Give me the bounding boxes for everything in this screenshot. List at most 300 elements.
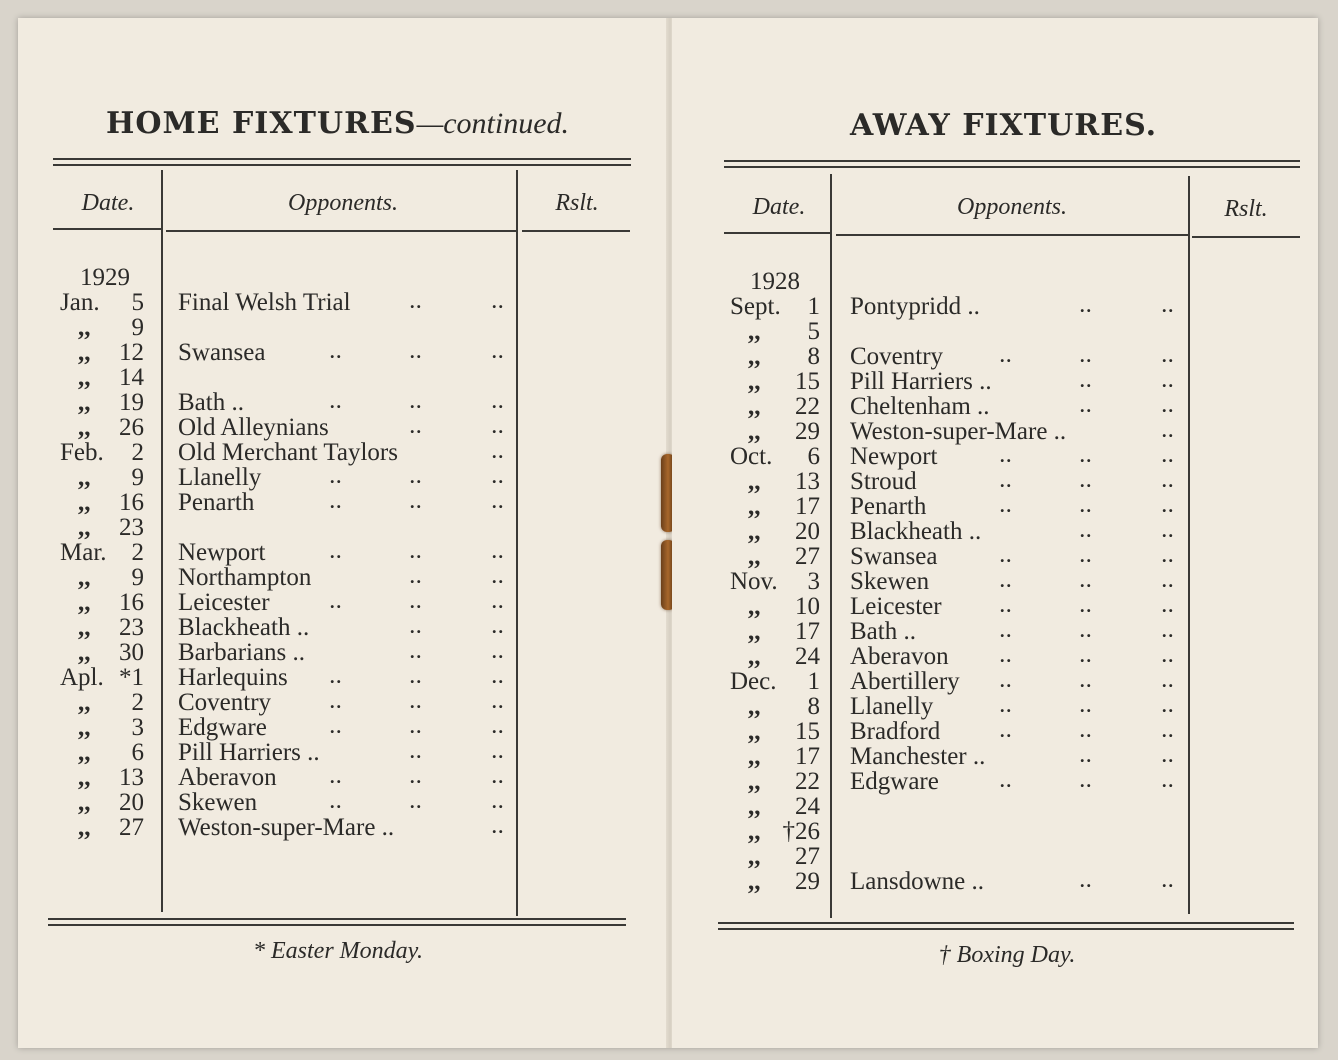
fixture-day: 27	[795, 843, 820, 870]
fixture-month: Feb.	[60, 439, 104, 466]
result-dots: ..	[1162, 621, 1175, 641]
leader-dots: ..	[1000, 496, 1013, 516]
fixture-opponent: Old Alleynians	[178, 414, 329, 441]
home-year: 1929	[80, 264, 130, 291]
fixture-opponent: Pontypridd ..	[850, 293, 980, 320]
result-dots: ..	[1162, 446, 1175, 466]
leader-dots: ..	[330, 767, 343, 787]
fixture-month: ,,	[78, 339, 91, 366]
result-dots: ..	[1162, 671, 1175, 691]
fixture-opponent: Penarth	[850, 493, 927, 520]
leader-dots: ..	[1080, 746, 1093, 766]
leader-dots: ..	[410, 392, 423, 412]
leader-dots: ..	[1080, 571, 1093, 591]
leader-dots: ..	[1000, 471, 1013, 491]
fixture-day: 1	[807, 668, 820, 695]
leader-dots: ..	[1080, 496, 1093, 516]
fixture-opponent: Blackheath ..	[178, 614, 310, 641]
fixture-opponent: Coventry	[178, 689, 272, 716]
fixture-opponent: Skewen	[178, 789, 258, 816]
home-fixture-row	[60, 290, 530, 315]
leader-dots: ..	[410, 717, 423, 737]
leader-dots: ..	[1000, 621, 1013, 641]
leader-dots: ..	[1080, 871, 1093, 891]
header-rule-date	[53, 228, 161, 230]
bottom-rule-1	[718, 922, 1294, 924]
home-fixture-row	[60, 515, 530, 540]
fixture-day: 8	[807, 693, 820, 720]
home-fixture-row	[60, 690, 530, 715]
fixture-month: ,,	[78, 689, 91, 716]
bottom-rule-2	[718, 928, 1294, 930]
result-dots: ..	[1162, 471, 1175, 491]
result-dots: ..	[492, 392, 505, 412]
result-dots: ..	[1162, 496, 1175, 516]
result-dots: ..	[492, 692, 505, 712]
fixture-day: 24	[795, 793, 820, 820]
leader-dots: ..	[1080, 521, 1093, 541]
fixture-month: ,,	[78, 764, 91, 791]
fixture-day: 27	[119, 814, 144, 841]
leader-dots: ..	[1080, 696, 1093, 716]
result-dots: ..	[492, 792, 505, 812]
col-header-result: Rslt.	[555, 190, 599, 216]
fixture-day: 1	[807, 293, 820, 320]
fixture-month: ,,	[78, 814, 91, 841]
fixture-month: ,,	[78, 589, 91, 616]
fixture-month: ,,	[748, 393, 761, 420]
fixture-day: 20	[795, 518, 820, 545]
fixture-month: ,,	[748, 418, 761, 445]
top-rule-1	[53, 158, 631, 160]
fixture-day: 20	[119, 789, 144, 816]
home-fixture-row	[60, 590, 530, 615]
fixture-month: Nov.	[730, 568, 778, 595]
result-dots: ..	[1162, 396, 1175, 416]
result-dots: ..	[492, 442, 505, 462]
fixture-opponent: Llanelly	[850, 693, 934, 720]
fixture-day: 2	[131, 439, 144, 466]
fixture-opponent: Edgware	[178, 714, 267, 741]
result-dots: ..	[492, 767, 505, 787]
fixture-month: ,,	[748, 818, 761, 845]
leader-dots: ..	[410, 417, 423, 437]
col-header-date: Date.	[81, 190, 135, 216]
leader-dots: ..	[1000, 546, 1013, 566]
away-fixture-row	[730, 819, 1300, 844]
fixture-month: Mar.	[60, 539, 107, 566]
fixture-day: 22	[795, 768, 820, 795]
fixture-opponent: Edgware	[850, 768, 939, 795]
fixture-day: 23	[119, 614, 144, 641]
leader-dots: ..	[410, 742, 423, 762]
home-fixture-row	[60, 365, 530, 390]
fixture-month: ,,	[78, 714, 91, 741]
away-fixture-row	[730, 744, 1300, 769]
fixture-day: 15	[795, 718, 820, 745]
result-dots: ..	[492, 742, 505, 762]
home-fixture-row	[60, 340, 530, 365]
leader-dots: ..	[410, 592, 423, 612]
home-fixture-row	[60, 815, 530, 840]
away-fixture-row	[730, 694, 1300, 719]
leader-dots: ..	[1080, 771, 1093, 791]
result-dots: ..	[1162, 546, 1175, 566]
top-rule-2	[724, 166, 1300, 168]
result-dots: ..	[492, 417, 505, 437]
result-dots: ..	[1162, 346, 1175, 366]
fixture-month: ,,	[78, 364, 91, 391]
leader-dots: ..	[330, 592, 343, 612]
leader-dots: ..	[1000, 771, 1013, 791]
fixture-day: 30	[119, 639, 144, 666]
result-dots: ..	[492, 467, 505, 487]
away-fixture-row	[730, 544, 1300, 569]
fixture-month: Jan.	[60, 289, 100, 316]
away-fixtures-page	[672, 18, 1318, 1048]
home-fixtures-page	[18, 18, 668, 1048]
fixture-day: 24	[795, 643, 820, 670]
home-fixture-row	[60, 315, 530, 340]
fixture-month: ,,	[78, 414, 91, 441]
fixture-opponent: Newport	[850, 443, 938, 470]
leader-dots: ..	[1000, 721, 1013, 741]
fixture-month: ,,	[78, 739, 91, 766]
fixture-opponent: Barbarians ..	[178, 639, 306, 666]
home-title-text: HOME FIXTURES	[106, 106, 417, 141]
leader-dots: ..	[1000, 596, 1013, 616]
result-dots: ..	[492, 567, 505, 587]
fixture-opponent: Abertillery	[850, 668, 960, 695]
fixture-day: 9	[131, 564, 144, 591]
fixture-opponent: Swansea	[850, 543, 938, 570]
away-fixture-row	[730, 719, 1300, 744]
fixture-opponent: Manchester ..	[850, 743, 986, 770]
away-fixture-row	[730, 669, 1300, 694]
home-title	[106, 106, 569, 141]
fixture-day: 3	[131, 714, 144, 741]
home-fixture-row	[60, 390, 530, 415]
fixture-month: Sept.	[730, 293, 781, 320]
result-dots: ..	[1162, 421, 1175, 441]
home-fixture-row	[60, 615, 530, 640]
fixture-day: 13	[795, 468, 820, 495]
leader-dots: ..	[330, 792, 343, 812]
leader-dots: ..	[330, 542, 343, 562]
fixture-day: 17	[795, 618, 820, 645]
fixture-day: 9	[131, 314, 144, 341]
fixture-month: ,,	[748, 868, 761, 895]
result-dots: ..	[1162, 521, 1175, 541]
fixture-day: 16	[119, 589, 144, 616]
away-fixture-row	[730, 369, 1300, 394]
header-rule-rslt	[1192, 236, 1300, 238]
fixture-day: 6	[807, 443, 820, 470]
fixture-opponent: Old Merchant Taylors	[178, 439, 398, 466]
header-rule-date	[724, 232, 830, 234]
fixture-day: 27	[795, 543, 820, 570]
fixture-opponent: Lansdowne ..	[850, 868, 984, 895]
away-fixture-row	[730, 494, 1300, 519]
fixture-month: ,,	[78, 489, 91, 516]
fixture-month: ,,	[78, 639, 91, 666]
fixture-booklet	[18, 18, 1318, 1048]
home-fixture-row	[60, 465, 530, 490]
leader-dots: ..	[1080, 671, 1093, 691]
leader-dots: ..	[330, 392, 343, 412]
leader-dots: ..	[1000, 646, 1013, 666]
leader-dots: ..	[330, 717, 343, 737]
fixture-day: 19	[119, 389, 144, 416]
result-dots: ..	[492, 492, 505, 512]
home-fixture-row	[60, 790, 530, 815]
fixture-day: 17	[795, 493, 820, 520]
away-fixture-row	[730, 569, 1300, 594]
fixture-opponent: Coventry	[850, 343, 944, 370]
fixture-day: 22	[795, 393, 820, 420]
fixture-month: ,,	[748, 768, 761, 795]
fixture-opponent: Skewen	[850, 568, 930, 595]
result-dots: ..	[492, 717, 505, 737]
header-rule-opp	[836, 234, 1188, 236]
leader-dots: ..	[1080, 721, 1093, 741]
away-fixture-row	[730, 394, 1300, 419]
fixture-day: 8	[807, 343, 820, 370]
fixture-day: 5	[807, 318, 820, 345]
home-fixture-row	[60, 765, 530, 790]
leader-dots: ..	[410, 342, 423, 362]
fixture-opponent: Blackheath ..	[850, 518, 982, 545]
leader-dots: ..	[1080, 396, 1093, 416]
home-fixture-row	[60, 540, 530, 565]
away-fixture-row	[730, 594, 1300, 619]
top-rule-2	[53, 164, 631, 166]
fixture-month: ,,	[748, 368, 761, 395]
fixture-month: ,,	[78, 514, 91, 541]
away-fixture-row	[730, 444, 1300, 469]
fixture-month: ,,	[78, 614, 91, 641]
fixture-month: ,,	[748, 743, 761, 770]
fixture-month: ,,	[748, 693, 761, 720]
leader-dots: ..	[1080, 296, 1093, 316]
fixture-month: ,,	[748, 793, 761, 820]
result-dots: ..	[492, 292, 505, 312]
away-fixture-row	[730, 469, 1300, 494]
away-fixture-row	[730, 319, 1300, 344]
result-dots: ..	[492, 342, 505, 362]
fixture-opponent: Aberavon	[850, 643, 949, 670]
fixture-month: ,,	[748, 518, 761, 545]
fixture-opponent: Harlequins	[178, 664, 288, 691]
leader-dots: ..	[410, 667, 423, 687]
fixture-opponent: Llanelly	[178, 464, 262, 491]
fixture-month: ,,	[748, 718, 761, 745]
away-fixture-row	[730, 519, 1300, 544]
away-fixture-row	[730, 419, 1300, 444]
leader-dots: ..	[1000, 446, 1013, 466]
leader-dots: ..	[410, 567, 423, 587]
result-dots: ..	[492, 817, 505, 837]
home-fixture-row	[60, 665, 530, 690]
leader-dots: ..	[330, 692, 343, 712]
away-fixture-row	[730, 844, 1300, 869]
home-fixture-row	[60, 640, 530, 665]
fixture-day: †26	[782, 818, 820, 845]
home-fixture-row	[60, 440, 530, 465]
fixture-day: 5	[131, 289, 144, 316]
leader-dots: ..	[330, 467, 343, 487]
home-fixture-row	[60, 715, 530, 740]
leader-dots: ..	[1080, 346, 1093, 366]
fixture-day: 9	[131, 464, 144, 491]
result-dots: ..	[1162, 771, 1175, 791]
fixture-month: ,,	[78, 389, 91, 416]
fixture-day: 12	[119, 339, 144, 366]
leader-dots: ..	[1000, 571, 1013, 591]
away-fixture-row	[730, 619, 1300, 644]
leader-dots: ..	[410, 542, 423, 562]
fixture-opponent: Pill Harriers ..	[178, 739, 320, 766]
fixture-month: ,,	[748, 493, 761, 520]
home-fixture-row	[60, 490, 530, 515]
away-fixture-row	[730, 769, 1300, 794]
result-dots: ..	[1162, 296, 1175, 316]
away-fixture-row	[730, 344, 1300, 369]
fixture-opponent: Weston-super-Mare ..	[178, 814, 395, 841]
leader-dots: ..	[1000, 346, 1013, 366]
leader-dots: ..	[410, 792, 423, 812]
fixture-month: ,,	[748, 593, 761, 620]
fixture-day: 6	[131, 739, 144, 766]
leader-dots: ..	[1000, 671, 1013, 691]
fixture-day: 2	[131, 689, 144, 716]
fixture-opponent: Northampton	[178, 564, 312, 591]
leader-dots: ..	[1080, 446, 1093, 466]
fixture-opponent: Penarth	[178, 489, 255, 516]
fixture-opponent: Cheltenham ..	[850, 393, 990, 420]
leader-dots: ..	[1080, 621, 1093, 641]
fixture-month: ,,	[78, 564, 91, 591]
home-footnote: * Easter Monday.	[253, 938, 423, 964]
fixture-month: Oct.	[730, 443, 773, 470]
away-fixture-row	[730, 294, 1300, 319]
leader-dots: ..	[410, 467, 423, 487]
result-dots: ..	[1162, 596, 1175, 616]
fixture-month: ,,	[748, 468, 761, 495]
result-dots: ..	[1162, 871, 1175, 891]
bottom-rule-1	[48, 918, 626, 920]
result-dots: ..	[1162, 746, 1175, 766]
home-fixture-row	[60, 415, 530, 440]
fixture-opponent: Aberavon	[178, 764, 277, 791]
leader-dots: ..	[1080, 371, 1093, 391]
fixture-day: 13	[119, 764, 144, 791]
fixture-opponent: Leicester	[178, 589, 270, 616]
fixture-month: ,,	[748, 618, 761, 645]
away-year: 1928	[750, 268, 800, 295]
fixture-opponent: Weston-super-Mare ..	[850, 418, 1067, 445]
fixture-opponent: Bath ..	[178, 389, 244, 416]
fixture-month: ,,	[748, 318, 761, 345]
fixture-month: ,,	[748, 643, 761, 670]
home-title-continued: —continued.	[416, 107, 570, 140]
fixture-month: ,,	[748, 843, 761, 870]
away-fixture-row	[730, 644, 1300, 669]
home-fixture-row	[60, 740, 530, 765]
leader-dots: ..	[1000, 696, 1013, 716]
away-fixture-row	[730, 794, 1300, 819]
fixture-day: 16	[119, 489, 144, 516]
away-title: AWAY FIXTURES.	[850, 108, 1158, 143]
fixture-opponent: Bradford	[850, 718, 941, 745]
result-dots: ..	[492, 667, 505, 687]
leader-dots: ..	[410, 492, 423, 512]
home-fixture-row	[60, 565, 530, 590]
fixture-opponent: Leicester	[850, 593, 942, 620]
top-rule-1	[724, 160, 1300, 162]
leader-dots: ..	[1080, 646, 1093, 666]
header-rule-rslt	[522, 230, 630, 232]
result-dots: ..	[492, 617, 505, 637]
fixture-day: 29	[795, 868, 820, 895]
fixture-month: ,,	[748, 343, 761, 370]
leader-dots: ..	[410, 617, 423, 637]
fixture-opponent: Newport	[178, 539, 266, 566]
result-dots: ..	[1162, 571, 1175, 591]
col-header-date: Date.	[752, 194, 806, 220]
fixture-day: 10	[795, 593, 820, 620]
result-dots: ..	[492, 642, 505, 662]
result-dots: ..	[1162, 721, 1175, 741]
away-footnote: † Boxing Day.	[938, 942, 1076, 968]
col-header-opponents: Opponents.	[288, 190, 398, 216]
fixture-month: ,,	[78, 789, 91, 816]
fixture-day: 23	[119, 514, 144, 541]
fixture-month: ,,	[78, 314, 91, 341]
leader-dots: ..	[1080, 471, 1093, 491]
fixture-month: Dec.	[730, 668, 777, 695]
leader-dots: ..	[410, 692, 423, 712]
leader-dots: ..	[410, 767, 423, 787]
fixture-day: 29	[795, 418, 820, 445]
fixture-month: ,,	[748, 543, 761, 570]
leader-dots: ..	[1080, 596, 1093, 616]
fixture-opponent: Bath ..	[850, 618, 916, 645]
fixture-day: *1	[119, 664, 144, 691]
fixture-day: 2	[131, 539, 144, 566]
leader-dots: ..	[410, 642, 423, 662]
result-dots: ..	[1162, 696, 1175, 716]
col-header-opponents: Opponents.	[957, 194, 1067, 220]
result-dots: ..	[492, 592, 505, 612]
bottom-rule-2	[48, 924, 626, 926]
fixture-opponent: Swansea	[178, 339, 266, 366]
result-dots: ..	[1162, 371, 1175, 391]
fixture-day: 3	[807, 568, 820, 595]
fixture-day: 17	[795, 743, 820, 770]
fixture-opponent: Final Welsh Trial	[178, 289, 351, 316]
header-rule-opp	[166, 230, 516, 232]
fixture-opponent: Stroud	[850, 468, 917, 495]
col-header-result: Rslt.	[1224, 196, 1268, 222]
result-dots: ..	[1162, 646, 1175, 666]
away-fixture-row	[730, 869, 1300, 894]
leader-dots: ..	[330, 342, 343, 362]
fixture-day: 14	[119, 364, 144, 391]
fixture-month: Apl.	[60, 664, 104, 691]
fixture-month: ,,	[78, 464, 91, 491]
fixture-day: 15	[795, 368, 820, 395]
